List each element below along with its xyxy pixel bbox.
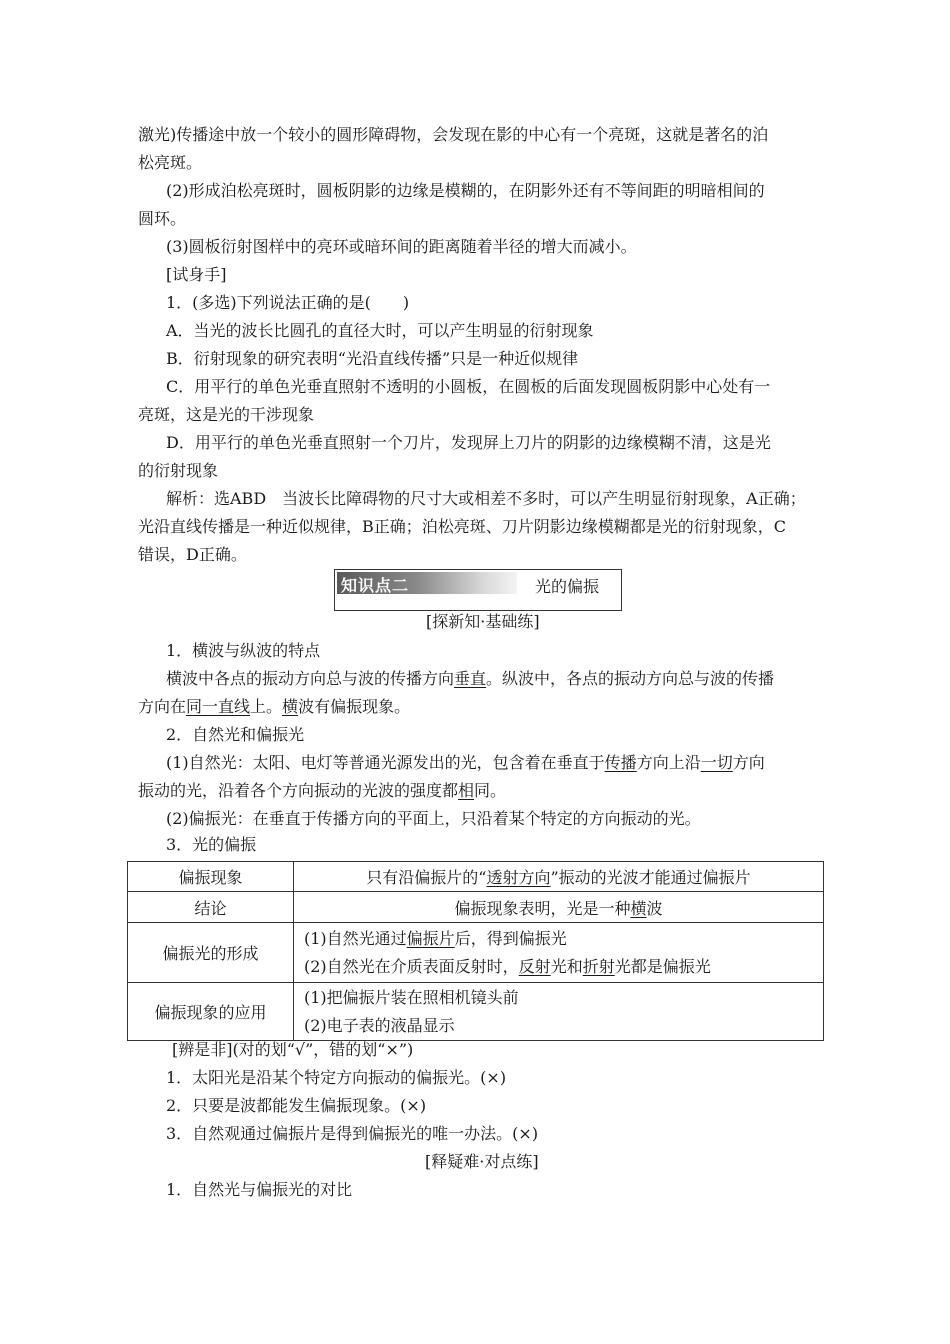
- blank-propagation: 传播: [604, 753, 637, 772]
- option-b: B．衍射现象的研究表明“光沿直线传播”只是一种近似规律: [166, 349, 579, 368]
- section1-title: 1．横波与纵波的特点: [166, 641, 321, 660]
- knowledge-point-tag: [337, 572, 517, 594]
- table-cell-formation: (1)自然光通过偏振片后，得到偏振光 (2)自然光在介质表面反射时，反射光和折射光都是偏振光: [294, 923, 824, 983]
- table-cell-phenomenon: 只有沿偏振片的“透射方向”振动的光波才能通过偏振片: [294, 862, 824, 892]
- table-header-phenomenon: 偏振现象: [128, 862, 294, 892]
- judge-item-2: 2．只要是波都能发生偏振现象。(×): [166, 1096, 427, 1115]
- answer-line3: 错误，D正确。: [138, 545, 247, 564]
- judge-item-3: 3．自然观通过偏振片是得到偏振光的唯一办法。(×): [166, 1124, 539, 1143]
- answer-line1: 解析：选ABD 当波长比障碍物的尺寸大或相差不多时，可以产生明显衍射现象，A正确；: [166, 489, 806, 508]
- section2-line1: (1)自然光：太阳、电灯等普通光源发出的光，包含着在垂直于传播方向上沿一切方向: [166, 753, 765, 772]
- para-point2-line2: 圆环。: [138, 209, 187, 228]
- section2-line2: 振动的光，沿着各个方向振动的光波的强度都相同。: [138, 781, 507, 800]
- judge-heading: [辨是非](对的划“√”，错的划“×”): [172, 1040, 414, 1059]
- section1-line2: 方向在同一直线上。横波有偏振现象。: [138, 697, 411, 716]
- table-cell-conclusion: 偏振现象表明，光是一种横波: [294, 892, 824, 923]
- doubt-item-1: 1．自然光与偏振光的对比: [166, 1180, 353, 1199]
- try-heading: [试身手]: [166, 265, 227, 284]
- explore-heading: [探新知·基础练]: [426, 612, 540, 631]
- blank-all: 一切: [700, 753, 733, 772]
- answer-line2: 光沿直线传播是一种近似规律，B正确；泊松亮斑、刀片阴影边缘模糊都是光的衍射现象，C: [138, 517, 787, 536]
- table-cell-application: (1)把偏振片装在照相机镜头前 (2)电子表的液晶显示: [294, 983, 824, 1041]
- para-poisson-line1: 激光)传播途中放一个较小的圆形障碍物，会发现在影的中心有一个亮斑，这就是著名的泊: [138, 125, 769, 144]
- polarization-table: [127, 861, 824, 1041]
- section2-line3: (2)偏振光：在垂直于传播方向的平面上，只沿着某个特定的方向振动的光。: [166, 809, 701, 828]
- option-a: A．当光的波长比圆孔的直径大时，可以产生明显的衍射现象: [166, 321, 594, 340]
- section3-title: 3．光的偏振: [166, 835, 257, 854]
- para-poisson-line2: 松亮斑。: [138, 153, 203, 172]
- knowledge-point-box: [334, 569, 622, 611]
- doubt-heading: [释疑难·对点练]: [425, 1152, 539, 1171]
- para-point3: (3)圆板衍射图样中的亮环或暗环间的距离随着半径的增大而减小。: [166, 237, 637, 256]
- blank-same: 相: [458, 781, 475, 800]
- section1-line1: 横波中各点的振动方向总与波的传播方向垂直。纵波中，各点的振动方向总与波的传播: [166, 669, 775, 688]
- table-header-formation: 偏振光的形成: [128, 923, 294, 983]
- section2-title: 2．自然光和偏振光: [166, 725, 305, 744]
- table-row: [128, 892, 824, 923]
- option-d-line1: D．用平行的单色光垂直照射一个刀片，发现屏上刀片的阴影的边缘模糊不清，这是光: [166, 433, 771, 452]
- blank-vertical: 垂直: [454, 669, 487, 688]
- table-header-conclusion: 结论: [128, 892, 294, 923]
- blank-transverse: 横: [282, 697, 299, 716]
- table-row: [128, 983, 824, 1041]
- try-question: 1．(多选)下列说法正确的是( ): [166, 293, 410, 312]
- option-d-line2: 的衍射现象: [138, 461, 219, 480]
- blank-same-line: 同一直线: [186, 697, 251, 716]
- table-row: [128, 923, 824, 983]
- option-c-line1: C．用平行的单色光垂直照射不透明的小圆板，在圆板的后面发现圆板阴影中心处有一: [166, 377, 771, 396]
- knowledge-point-title: 光的偏振: [535, 577, 600, 596]
- knowledge-point-tag-label: 知识点二: [341, 576, 410, 595]
- para-point2-line1: (2)形成泊松亮斑时，圆板阴影的边缘是模糊的，在阴影外还有不等间距的明暗相间的: [166, 181, 765, 200]
- judge-item-1: 1．太阳光是沿某个特定方向振动的偏振光。(×): [166, 1068, 507, 1087]
- table-row: [128, 862, 824, 892]
- option-c-line2: 亮斑，这是光的干涉现象: [138, 405, 315, 424]
- table-header-application: 偏振现象的应用: [128, 983, 294, 1041]
